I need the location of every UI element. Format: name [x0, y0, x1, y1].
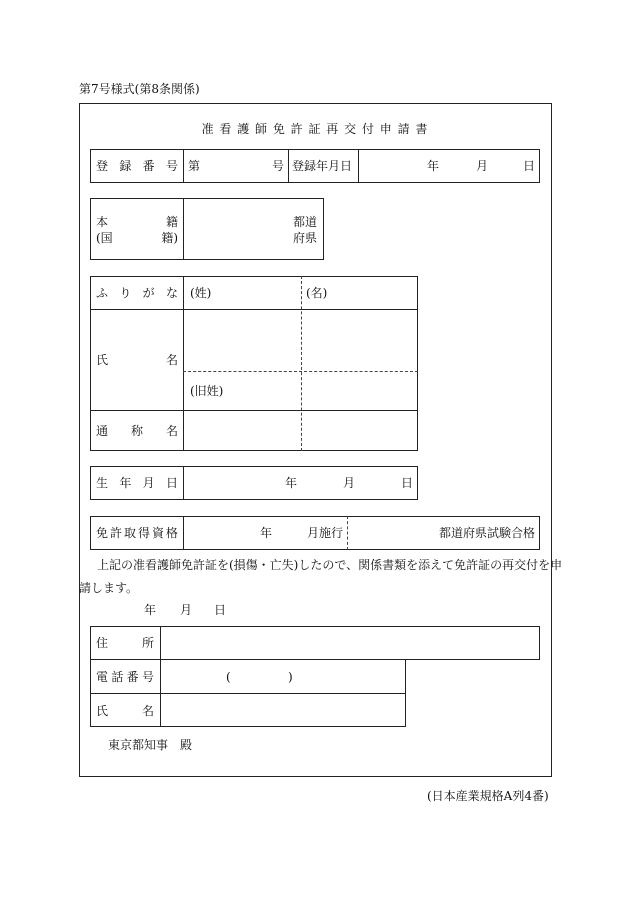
- alias-label: 通 称 名: [96, 424, 178, 438]
- registration-number-label: 登 録 番 号: [96, 159, 178, 173]
- qualification-year: 年: [260, 526, 273, 540]
- furigana-sei: (姓): [190, 286, 212, 300]
- address-label: 住 所: [96, 636, 154, 650]
- kokuseki-label: (国 籍): [96, 231, 178, 245]
- birth-label: 生 年 月 日: [96, 476, 178, 490]
- qualification-exam: 都道府県試験合格: [439, 526, 536, 540]
- furigana-label: ふ り が な: [96, 286, 178, 300]
- registration-day: 日: [523, 159, 536, 173]
- qualification-month-enforced: 月施行: [307, 526, 344, 540]
- registration-date-label: 登録年月日: [292, 159, 353, 173]
- registration-go: 号: [272, 159, 285, 173]
- furigana-mei: (名): [306, 286, 328, 300]
- qualification-label: 免 許 取 得 資 格: [96, 526, 178, 540]
- registration-month: 月: [476, 159, 489, 173]
- name-label: 氏 名: [96, 353, 178, 367]
- date-day: 日: [214, 603, 227, 617]
- phone-paren-close: ): [288, 670, 293, 684]
- form-title: 准 看 護 師 免 許 証 再 交 付 申 請 書: [201, 122, 429, 136]
- date-month: 月: [180, 603, 193, 617]
- birth-year: 年: [285, 476, 298, 490]
- registration-year: 年: [427, 159, 440, 173]
- birth-day: 日: [401, 476, 414, 490]
- statement-line-1: 上記の准看護師免許証を(損傷・亡失)したので、関係書類を添えて免許証の再交付を申: [97, 558, 563, 572]
- honseki-label: 本 籍: [96, 215, 178, 229]
- phone-paren-open: (: [226, 670, 231, 684]
- registration-dai: 第: [188, 159, 201, 173]
- addressee: 東京都知事 殿: [108, 738, 193, 752]
- phone-label: 電 話 番 号: [96, 670, 154, 684]
- honseki-todo: 都道: [293, 215, 318, 229]
- date-year: 年: [144, 603, 157, 617]
- honseki-box: [90, 198, 324, 260]
- birth-month: 月: [343, 476, 356, 490]
- footer-note: (日本産業規格A列4番): [427, 789, 549, 803]
- applicant-name-label: 氏 名: [96, 704, 154, 718]
- kyusei-label: (旧姓): [190, 384, 224, 398]
- form-number: 第7号様式(第8条関係): [79, 82, 200, 96]
- statement-line-2: 請します。: [79, 581, 139, 595]
- address-row: [90, 626, 540, 660]
- honseki-fuken: 府県: [293, 231, 318, 245]
